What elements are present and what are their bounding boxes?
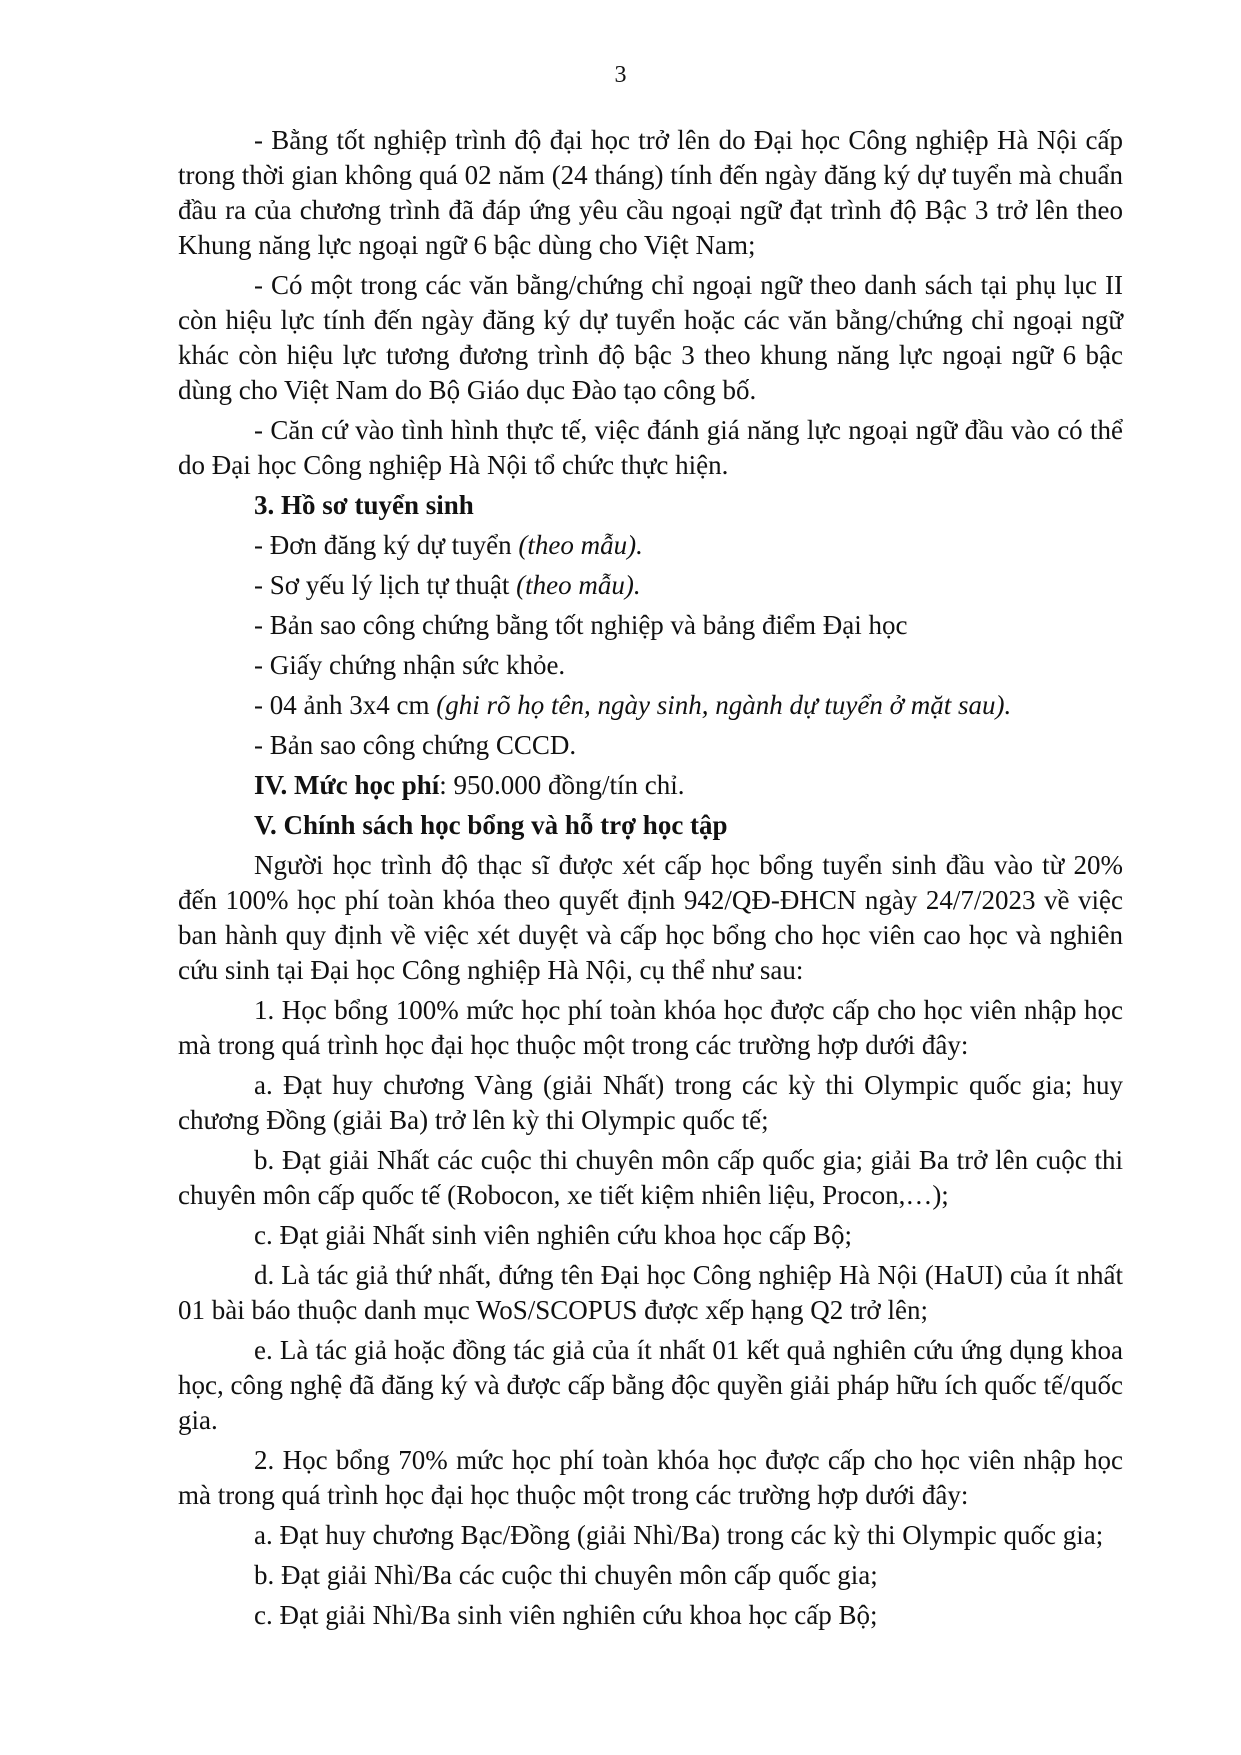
list-item-id-copy — [178, 728, 1123, 763]
paragraph-scholarship-100-d: d. Là tác giả thứ nhất, đứng tên Đại học Công nghiệp Hà Nội (HaUI) của ít nhất 01 bài báo thuộc danh mục WoS/SCOPUS được xếp hạng Q2 trở lên; — [178, 1260, 1123, 1325]
list-item-cv — [178, 568, 1123, 603]
list-item-text: - Đơn đăng ký dự tuyển — [254, 530, 519, 560]
tuition-fee-value: : 950.000 đồng/tín chỉ. — [439, 770, 685, 800]
list-item-note: (theo mẫu). — [518, 530, 643, 560]
paragraph-scholarship-intro: Người học trình độ thạc sĩ được xét cấp học bổng tuyển sinh đầu vào từ 20% đến 100% học phí toàn khóa theo quyết định 942/QĐ-ĐHCN ngày 24/7/2023 về việc ban hành quy định về việc xét duyệt và cấp học bổng cho học viên cao học và nghiên cứu sinh tại Đại học Công nghiệp Hà Nội, cụ thể như sau: — [178, 850, 1123, 985]
paragraph-degree-requirement: - Bằng tốt nghiệp trình độ đại học trở lên do Đại học Công nghiệp Hà Nội cấp trong thời gian không quá 02 năm (24 tháng) tính đến ngày đăng ký dự tuyển mà chuẩn đầu ra của chương trình đã đáp ứng yêu cầu ngoại ngữ đạt trình độ Bậc 3 trở lên theo Khung năng lực ngoại ngữ 6 bậc dùng cho Việt Nam; — [178, 125, 1123, 260]
list-item-health-certificate — [178, 648, 1123, 683]
paragraph-scholarship-100: 1. Học bổng 100% mức học phí toàn khóa học được cấp cho học viên nhập học mà trong quá trình học đại học thuộc một trong các trường hợp dưới đây: — [178, 995, 1123, 1060]
section-heading-scholarship: V. Chính sách học bổng và hỗ trợ học tập — [254, 810, 728, 840]
paragraph-scholarship-100-a: a. Đạt huy chương Vàng (giải Nhất) trong các kỳ thi Olympic quốc gia; huy chương Đồng (giải Ba) trở lên kỳ thi Olympic quốc tế; — [178, 1070, 1123, 1135]
list-item-note: (theo mẫu). — [516, 570, 641, 600]
list-item-text: - 04 ảnh 3x4 cm — [254, 690, 437, 720]
list-item-photos — [178, 688, 1123, 723]
section-heading-application-docs: 3. Hồ sơ tuyển sinh — [254, 490, 474, 520]
paragraph-scholarship-70-b: b. Đạt giải Nhì/Ba các cuộc thi chuyên môn cấp quốc gia; — [254, 1560, 878, 1590]
paragraph-language-assessment: - Căn cứ vào tình hình thực tế, việc đánh giá năng lực ngoại ngữ đầu vào có thể do Đại học Công nghiệp Hà Nội tổ chức thực hiện. — [178, 415, 1123, 480]
paragraph-scholarship-70-c: c. Đạt giải Nhì/Ba sinh viên nghiên cứu khoa học cấp Bộ; — [254, 1600, 878, 1630]
paragraph-scholarship-70-a: a. Đạt huy chương Bạc/Đồng (giải Nhì/Ba) trong các kỳ thi Olympic quốc gia; — [254, 1520, 1104, 1550]
paragraph-scholarship-100-e: e. Là tác giả hoặc đồng tác giả của ít nhất 01 kết quả nghiên cứu ứng dụng khoa học, công nghệ đã đăng ký và được cấp bằng độc quyền giải pháp hữu ích quốc tế/quốc gia. — [178, 1335, 1123, 1435]
list-item-text: - Bản sao công chứng bằng tốt nghiệp và bảng điểm Đại học — [254, 610, 908, 640]
list-item-diploma-copy — [178, 608, 1123, 643]
list-item-note: (ghi rõ họ tên, ngày sinh, ngành dự tuyển ở mặt sau). — [436, 690, 1012, 720]
page-number: 3 — [614, 62, 627, 88]
document-body — [178, 123, 1123, 1638]
paragraph-scholarship-100-b: b. Đạt giải Nhất các cuộc thi chuyên môn cấp quốc gia; giải Ba trở lên cuộc thi chuyên môn cấp quốc tế (Robocon, xe tiết kiệm nhiên liệu, Procon,…); — [178, 1145, 1123, 1210]
list-item-text: - Bản sao công chứng CCCD. — [254, 730, 577, 760]
paragraph-certificate-requirement: - Có một trong các văn bằng/chứng chỉ ngoại ngữ theo danh sách tại phụ lục II còn hiệu lực tính đến ngày đăng ký dự tuyển hoặc các văn bằng/chứng chỉ ngoại ngữ khác còn hiệu lực tương đương trình độ bậc 3 theo khung năng lực ngoại ngữ 6 bậc dùng cho Việt Nam do Bộ Giáo dục Đào tạo công bố. — [178, 270, 1123, 405]
paragraph-scholarship-70: 2. Học bổng 70% mức học phí toàn khóa học được cấp cho học viên nhập học mà trong quá trình học đại học thuộc một trong các trường hợp dưới đây: — [178, 1445, 1123, 1510]
list-item-text: - Giấy chứng nhận sức khỏe. — [254, 650, 566, 680]
tuition-fee-line — [178, 768, 1123, 803]
paragraph-scholarship-100-c: c. Đạt giải Nhất sinh viên nghiên cứu khoa học cấp Bộ; — [254, 1220, 852, 1250]
tuition-fee-label: IV. Mức học phí — [254, 770, 440, 800]
list-item-text: - Sơ yếu lý lịch tự thuật — [254, 570, 517, 600]
list-item-application-form — [178, 528, 1123, 563]
